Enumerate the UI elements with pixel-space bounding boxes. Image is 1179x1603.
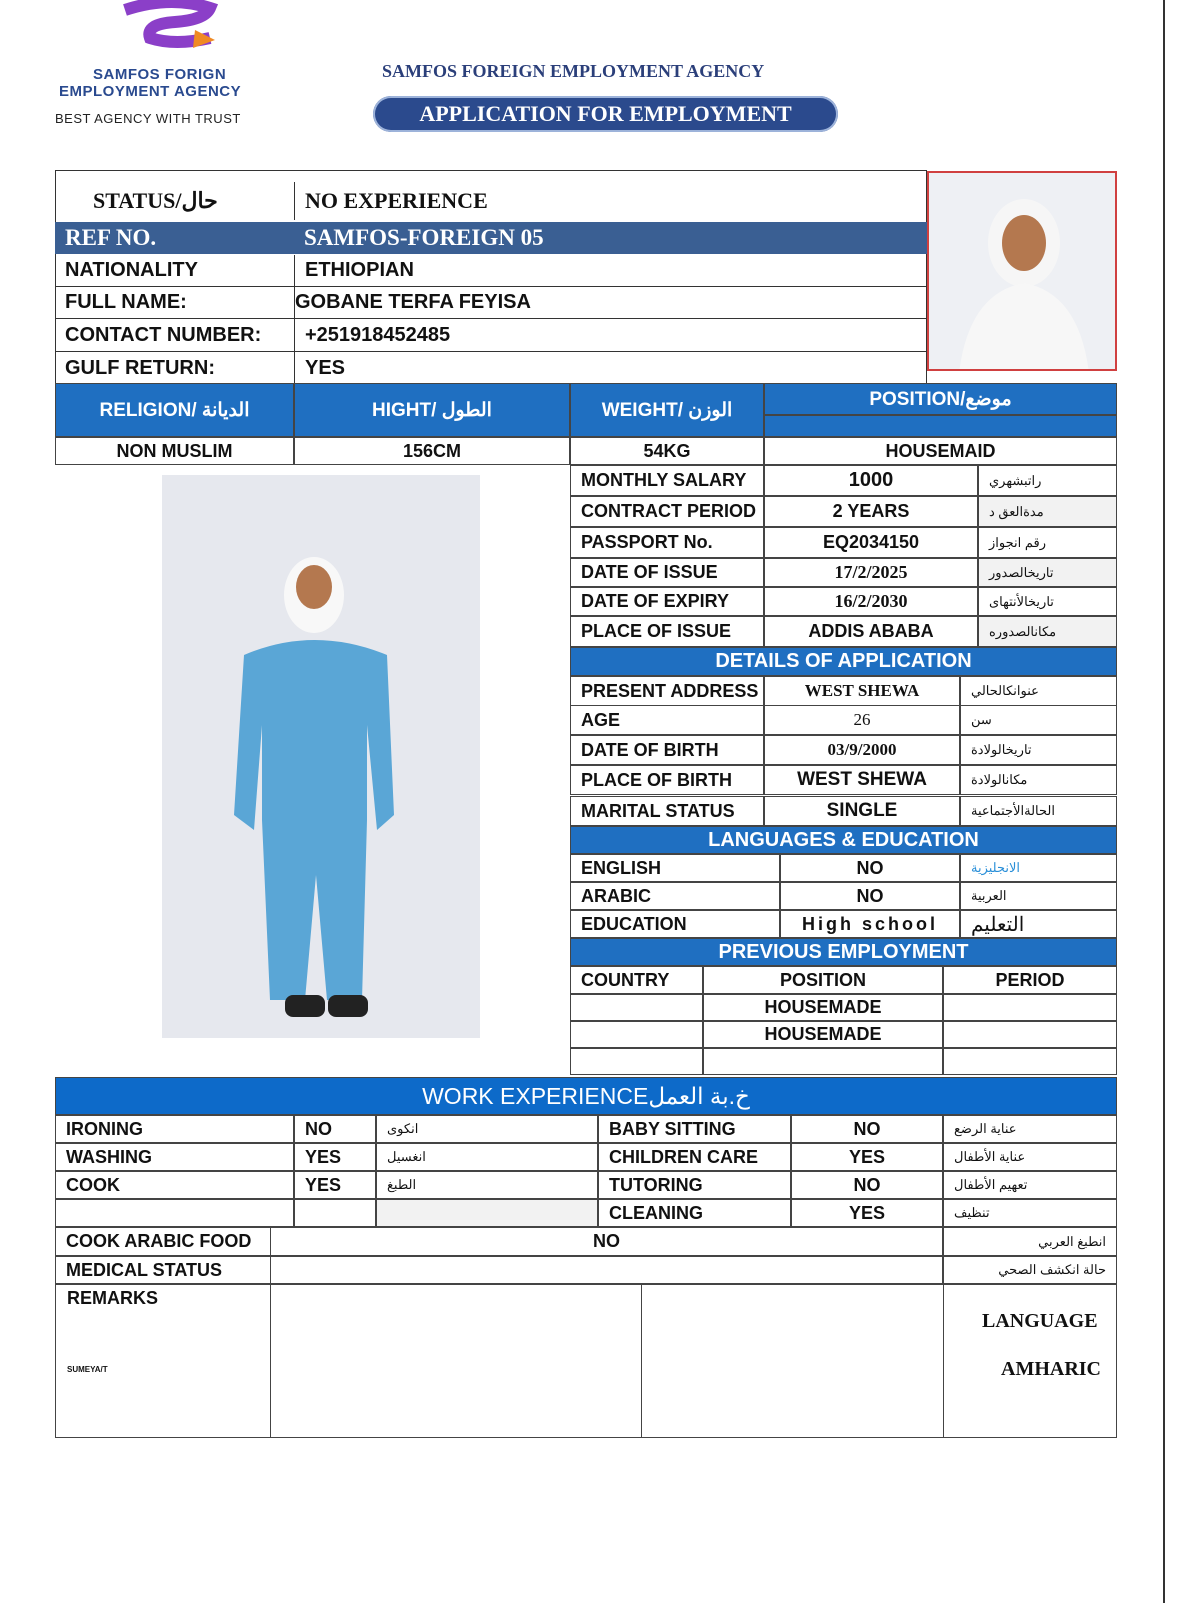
remarks-label: REMARKS <box>67 1288 159 1308</box>
contract-ar: راتبشهري <box>978 465 1117 496</box>
arabic-food-value: NO <box>270 1227 943 1256</box>
details-value: WEST SHEWA <box>764 676 960 706</box>
remarks-divider-3 <box>943 1284 944 1438</box>
arabic-food-ar: انطبغ العربي <box>943 1227 1117 1256</box>
full-body-photo <box>162 475 480 1038</box>
contract-value: 17/2/2025 <box>764 558 978 587</box>
prev-country-cell <box>570 994 703 1021</box>
work-left-ar: انغسيل <box>376 1143 598 1171</box>
details-value: 03/9/2000 <box>764 735 960 765</box>
details-label: PLACE OF BIRTH <box>570 765 764 795</box>
page-edge <box>1163 0 1165 1603</box>
prev-position-cell <box>703 1048 943 1075</box>
contract-value: EQ2034150 <box>764 527 978 558</box>
work-left-label: COOK <box>55 1171 294 1199</box>
details-ar: تاريخالولادة <box>960 735 1117 765</box>
prev-position-header: POSITION <box>703 966 943 994</box>
prev-period-header: PERIOD <box>943 966 1117 994</box>
status-value: NO EXPERIENCE <box>294 182 927 220</box>
work-right-label: TUTORING <box>598 1171 791 1199</box>
weight-value: 54KG <box>570 437 764 465</box>
language-value: AMHARIC <box>1001 1358 1101 1380</box>
logo-s-icon <box>115 0 225 55</box>
position-header: POSITION/موضع <box>764 383 1117 415</box>
work-right-ar: تعهيم الأطفال <box>943 1171 1117 1199</box>
details-value: WEST SHEWA <box>764 765 960 795</box>
religion-value: NON MUSLIM <box>55 437 294 465</box>
details-ar: سن <box>960 705 1117 735</box>
contact-value: +251918452485 <box>294 319 927 352</box>
contract-value: 16/2/2030 <box>764 587 978 616</box>
prev-country-cell <box>570 1048 703 1075</box>
weight-header: WEIGHT/ الوزن <box>570 383 764 437</box>
arabic-food-label: COOK ARABIC FOOD <box>55 1227 270 1256</box>
medical-value <box>270 1256 943 1284</box>
language-value: NO <box>780 854 960 882</box>
details-label: MARITAL STATUS <box>570 796 764 826</box>
prev-period-cell <box>943 994 1117 1021</box>
religion-header: RELIGION/ الديانة <box>55 383 294 437</box>
details-label: DATE OF BIRTH <box>570 735 764 765</box>
language-label: ENGLISH <box>570 854 780 882</box>
contract-ar: تاريخالصدور <box>978 558 1117 587</box>
fullname-value: GOBANE TERFA FEYISA <box>294 287 927 319</box>
medical-ar: حالة انكشف الصحي <box>943 1256 1117 1284</box>
prev-period-cell <box>943 1021 1117 1048</box>
contract-label: MONTHLY SALARY <box>570 465 764 496</box>
prev-country-cell <box>570 1021 703 1048</box>
height-value: 156CM <box>294 437 570 465</box>
remarks-divider-2 <box>641 1284 642 1438</box>
contract-value: 1000 <box>764 465 978 496</box>
previous-employment-title: PREVIOUS EMPLOYMENT <box>570 938 1117 966</box>
prev-period-cell <box>943 1048 1117 1075</box>
contract-ar: مدةالعق د <box>978 496 1117 527</box>
contract-label: DATE OF ISSUE <box>570 558 764 587</box>
work-left-label <box>55 1199 294 1227</box>
contract-value: 2 YEARS <box>764 496 978 527</box>
work-left-value <box>294 1199 376 1227</box>
work-left-value: YES <box>294 1143 376 1171</box>
form-title: APPLICATION FOR EMPLOYMENT <box>373 96 838 132</box>
details-value: 26 <box>764 705 960 735</box>
position-header-sub <box>764 415 1117 437</box>
work-right-ar: عناية الأطفال <box>943 1143 1117 1171</box>
portrait-figure-icon <box>929 173 1117 371</box>
contract-ar: رقم انجواز <box>978 527 1117 558</box>
remarks-note: SUMEYA/T <box>67 1365 108 1374</box>
work-right-value: YES <box>791 1199 943 1227</box>
contract-label: PASSPORT No. <box>570 527 764 558</box>
contract-ar: تاريخالأنتهاى <box>978 587 1117 616</box>
contact-label: CONTACT NUMBER: <box>55 319 294 352</box>
portrait-photo <box>927 171 1117 371</box>
work-experience-title: WORK EXPERIENCEخ.بة العمل <box>55 1077 1117 1115</box>
work-left-ar <box>376 1199 598 1227</box>
language-value: NO <box>780 882 960 910</box>
contract-label: CONTRACT PERIOD <box>570 496 764 527</box>
language-label: ARABIC <box>570 882 780 910</box>
details-ar: مكانالولادة <box>960 765 1117 795</box>
contract-ar: مكانالصدوره <box>978 616 1117 647</box>
work-right-value: NO <box>791 1115 943 1143</box>
language-label: EDUCATION <box>570 910 780 938</box>
ref-value: SAMFOS-FOREIGN 05 <box>294 222 927 254</box>
work-right-label: CLEANING <box>598 1199 791 1227</box>
ref-label: REF NO. <box>55 222 294 254</box>
work-left-value: YES <box>294 1171 376 1199</box>
remarks-divider-1 <box>270 1284 271 1438</box>
height-header: HIGHT/ الطول <box>294 383 570 437</box>
position-value: HOUSEMAID <box>764 437 1117 465</box>
languages-title: LANGUAGES & EDUCATION <box>570 826 1117 854</box>
work-left-ar: الطبغ <box>376 1171 598 1199</box>
contract-label: DATE OF EXPIRY <box>570 587 764 616</box>
prev-country-header: COUNTRY <box>570 966 703 994</box>
medical-label: MEDICAL STATUS <box>55 1256 270 1284</box>
prev-position-cell: HOUSEMADE <box>703 1021 943 1048</box>
work-right-ar: عناية الرضع <box>943 1115 1117 1143</box>
language-ar: الانجليزية <box>960 854 1117 882</box>
details-ar: الحالةالأجتماعية <box>960 796 1117 826</box>
details-label: AGE <box>570 705 764 735</box>
logo-tagline: BEST AGENCY WITH TRUST <box>55 111 241 126</box>
work-right-label: CHILDREN CARE <box>598 1143 791 1171</box>
status-label: STATUS/حال <box>93 188 218 213</box>
full-body-figure-icon <box>162 475 480 1038</box>
gulf-label: GULF RETURN: <box>65 356 215 379</box>
details-label: PRESENT ADDRESS <box>570 676 764 706</box>
fullname-label: FULL NAME: <box>55 287 294 319</box>
nationality-label: NATIONALITY <box>55 255 294 287</box>
work-left-label: WASHING <box>55 1143 294 1171</box>
logo-line2: EMPLOYMENT AGENCY <box>59 83 242 100</box>
agency-name: SAMFOS FOREIGN EMPLOYMENT AGENCY <box>382 61 765 81</box>
work-left-value: NO <box>294 1115 376 1143</box>
details-title: DETAILS OF APPLICATION <box>570 647 1117 676</box>
contract-label: PLACE OF ISSUE <box>570 616 764 647</box>
logo-line1: SAMFOS FORIGN <box>93 66 227 83</box>
work-right-ar: تنظيف <box>943 1199 1117 1227</box>
nationality-value: ETHIOPIAN <box>294 255 927 287</box>
work-left-ar: انكوى <box>376 1115 598 1143</box>
details-ar: عنوانكالحالي <box>960 676 1117 706</box>
work-right-value: NO <box>791 1171 943 1199</box>
remarks-box <box>55 1284 1117 1438</box>
language-ar: التعليم <box>960 910 1117 938</box>
language-ar: العربية <box>960 882 1117 910</box>
language-label: LANGUAGE <box>982 1310 1098 1332</box>
work-left-label: IRONING <box>55 1115 294 1143</box>
work-right-label: BABY SITTING <box>598 1115 791 1143</box>
gulf-value: YES <box>294 352 927 384</box>
language-value: High school <box>780 910 960 938</box>
work-right-value: YES <box>791 1143 943 1171</box>
prev-position-cell: HOUSEMADE <box>703 994 943 1021</box>
agency-logo <box>55 0 325 135</box>
contract-value: ADDIS ABABA <box>764 616 978 647</box>
details-value: SINGLE <box>764 796 960 826</box>
